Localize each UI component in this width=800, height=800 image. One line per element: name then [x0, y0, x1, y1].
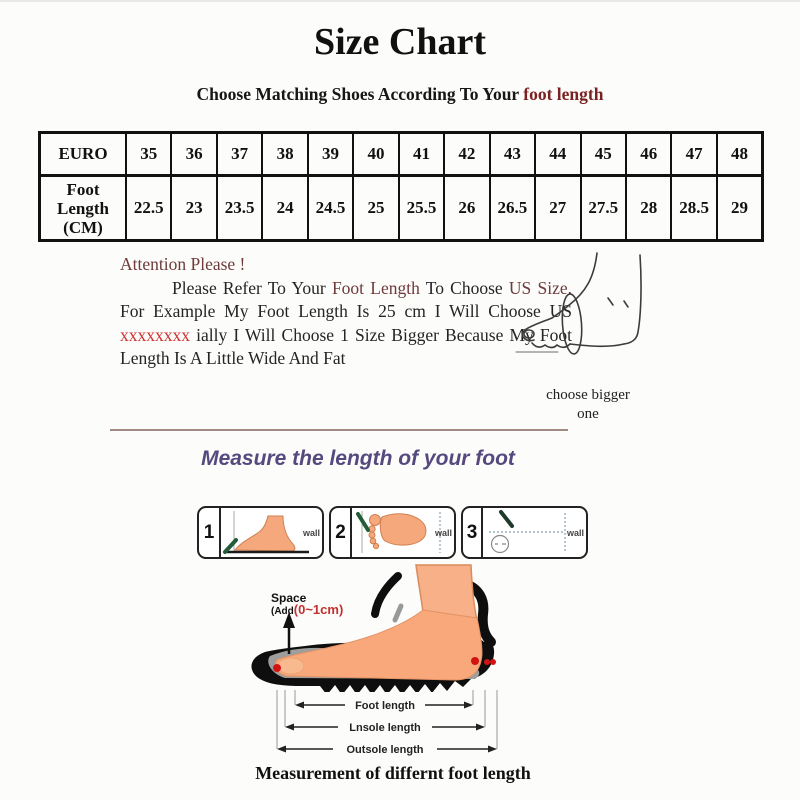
attention-text: ially I Will Choose 1 Size Bigger Because My Foot Length Is A Little Wide And Fat — [120, 324, 572, 368]
euro-size-cell: 39 — [308, 133, 353, 176]
foot-length-cell: 23 — [171, 176, 216, 241]
sketch-caption: choose bigger one — [546, 387, 630, 422]
step3-illustration — [483, 508, 586, 557]
step1-illustration — [221, 508, 322, 557]
foot-length-cell: 24.5 — [308, 176, 353, 241]
euro-size-cell: 43 — [490, 133, 535, 176]
page-title: Size Chart — [313, 21, 487, 63]
wall-label: wall — [434, 527, 452, 538]
euro-size-cell: 48 — [717, 133, 763, 176]
attention-text: For Example My Foot Length Is 25 cm I Will Choose US — [120, 301, 572, 321]
attention-text: Please Refer To Your — [172, 277, 332, 298]
foot-length-header-line: (CM) — [63, 217, 103, 237]
step-number: 1 — [199, 508, 221, 557]
foot-length-cell: 27 — [535, 176, 580, 241]
euro-size-cell: 44 — [535, 133, 580, 176]
foot-length-cell: 28.5 — [671, 176, 716, 241]
length-measurement-arrows — [225, 690, 575, 760]
insole-length-arrow-label: Lnsole length — [349, 722, 421, 734]
measurement-steps — [197, 506, 588, 559]
euro-size-cell: 45 — [581, 133, 626, 176]
top-border-strip — [0, 0, 800, 2]
foot-length-cell: 25 — [353, 176, 398, 241]
foot-length-cell: 22.5 — [126, 176, 171, 241]
attention-body — [120, 277, 572, 371]
attention-accent-foot-length: Foot Length — [331, 277, 420, 298]
size-conversion-table — [38, 131, 764, 242]
attention-note — [120, 253, 572, 371]
space-annotation-line1: Space — [271, 591, 307, 605]
space-annotation-range: (0~1cm) — [293, 602, 344, 617]
foot-length-header-line: Foot — [66, 179, 100, 199]
space-annotation — [271, 592, 343, 618]
bottom-caption: Measurement of differnt foot length — [255, 763, 531, 783]
foot-length-cell: 25.5 — [399, 176, 444, 241]
foot-length-cell: 28 — [626, 176, 671, 241]
step-panel-1 — [197, 506, 324, 559]
step-panel-2 — [329, 506, 456, 559]
space-annotation-add: (Add — [271, 606, 294, 617]
table-row-foot-length — [40, 176, 763, 241]
euro-size-cell: 38 — [262, 133, 307, 176]
attention-redacted-x: xxxxxxxx — [120, 324, 190, 345]
foot-in-shoe-illustration — [225, 562, 575, 692]
step-number: 3 — [463, 508, 483, 557]
foot-length-cell: 29 — [717, 176, 763, 241]
attention-accent-us-size: US Size. — [508, 277, 573, 298]
attention-text: To Choose — [419, 277, 509, 298]
euro-size-cell: 35 — [126, 133, 171, 176]
step2-illustration — [352, 508, 454, 557]
euro-size-cell: 40 — [353, 133, 398, 176]
table-row-euro — [40, 133, 763, 176]
wall-label: wall — [302, 527, 320, 538]
subtitle-accent-foot-length: foot length — [523, 84, 604, 104]
foot-sketch-illustration — [512, 240, 662, 365]
attention-heading: Attention Please ! — [120, 254, 246, 274]
step-number: 2 — [331, 508, 352, 557]
euro-size-cell: 37 — [217, 133, 262, 176]
euro-size-cell: 41 — [399, 133, 444, 176]
foot-length-arrow-label: Foot length — [355, 700, 415, 712]
foot-length-cell: 23.5 — [217, 176, 262, 241]
euro-size-cell: 46 — [626, 133, 671, 176]
foot-length-row-header — [40, 176, 127, 241]
euro-size-cell: 42 — [444, 133, 489, 176]
subtitle-text: Choose Matching Shoes According To Your — [196, 84, 524, 104]
euro-size-cell: 47 — [671, 133, 716, 176]
outsole-length-arrow-label: Outsole length — [346, 744, 424, 756]
euro-row-header: EURO — [40, 133, 127, 176]
wall-label: wall — [566, 527, 584, 538]
foot-length-cell: 24 — [262, 176, 307, 241]
section-divider-line — [110, 429, 568, 431]
foot-length-cell: 26 — [444, 176, 489, 241]
foot-length-cell: 27.5 — [581, 176, 626, 241]
subtitle — [0, 84, 800, 105]
step-panel-3 — [461, 506, 588, 559]
euro-size-cell: 36 — [171, 133, 216, 176]
foot-length-cell: 26.5 — [490, 176, 535, 241]
foot-length-header-line: Length — [57, 198, 109, 218]
measure-section-heading: Measure the length of your foot — [201, 447, 515, 470]
